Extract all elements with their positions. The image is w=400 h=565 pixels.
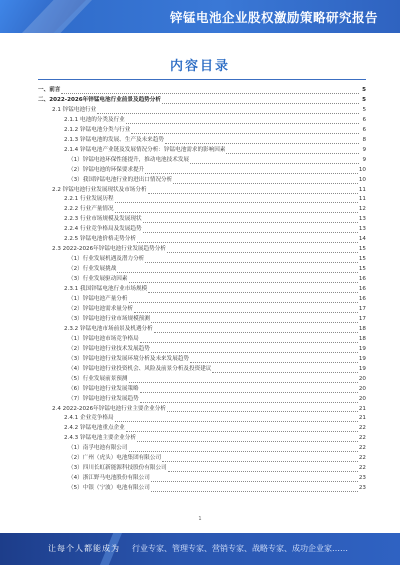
toc-entry[interactable] bbox=[38, 245, 366, 255]
toc-entry-label: 2.4.2 锌锰电池重点企业 bbox=[64, 425, 125, 432]
toc-entry-label: 2.2.2 行业产量情况 bbox=[64, 206, 114, 213]
toc-leader-dots bbox=[151, 347, 358, 353]
toc-entry-page: 16 bbox=[358, 286, 366, 293]
toc-entry[interactable] bbox=[38, 136, 366, 146]
toc-entry-label: 2.1.3 锌锰电池的发展、生产及未来趋势 bbox=[64, 136, 164, 143]
toc-leader-dots bbox=[151, 317, 358, 323]
table-of-contents bbox=[38, 86, 366, 494]
toc-leader-dots bbox=[148, 188, 358, 194]
toc-entry[interactable] bbox=[38, 365, 366, 375]
toc-leader-dots bbox=[143, 217, 358, 223]
toc-entry[interactable] bbox=[38, 305, 366, 315]
toc-entry[interactable] bbox=[38, 335, 366, 345]
toc-entry[interactable] bbox=[38, 315, 366, 325]
toc-entry-page: 13 bbox=[358, 226, 366, 233]
toc-entry-page: 9 bbox=[362, 146, 366, 153]
toc-entry-page: 19 bbox=[358, 355, 366, 362]
toc-entry[interactable] bbox=[38, 484, 366, 494]
toc-leader-dots bbox=[154, 327, 358, 333]
toc-entry[interactable] bbox=[38, 405, 366, 415]
toc-leader-dots bbox=[126, 118, 359, 124]
toc-leader-dots bbox=[97, 108, 359, 114]
toc-entry-label: （5）中银（宁波）电池有限公司 bbox=[68, 485, 150, 492]
toc-leader-dots bbox=[148, 287, 358, 293]
toc-entry[interactable] bbox=[38, 146, 366, 156]
toc-entry-label: 2.3.2 锌锰电池市场前景及机遇分析 bbox=[64, 325, 153, 332]
toc-entry-page: 5 bbox=[362, 106, 366, 113]
toc-heading: 内容目录 bbox=[169, 59, 230, 74]
toc-entry-page: 17 bbox=[358, 315, 366, 322]
toc-entry-page: 15 bbox=[358, 266, 366, 273]
toc-entry-page: 12 bbox=[358, 206, 366, 213]
toc-entry-page: 9 bbox=[362, 156, 366, 163]
toc-entry[interactable] bbox=[38, 295, 366, 305]
toc-entry-label: （7）锌锰电池行业发展趋势 bbox=[68, 395, 139, 402]
toc-leader-dots bbox=[134, 307, 358, 313]
toc-entry-page: 19 bbox=[358, 365, 366, 372]
toc-entry[interactable] bbox=[38, 464, 366, 474]
toc-entry-label: （2）广州（虎头）电池集团有限公司 bbox=[68, 455, 162, 462]
toc-entry[interactable] bbox=[38, 444, 366, 454]
toc-entry-label: 2.3.1 我国锌锰电池行业市场规模 bbox=[64, 286, 148, 293]
toc-entry-page: 5 bbox=[362, 87, 366, 93]
toc-leader-dots bbox=[162, 98, 359, 104]
toc-leader-dots bbox=[168, 466, 358, 472]
toc-entry[interactable] bbox=[38, 205, 366, 215]
toc-entry-label: （1）锌锰电池市场竞争格局 bbox=[68, 335, 139, 342]
toc-leader-dots bbox=[140, 397, 358, 403]
toc-entry-label: 2.2.4 行业竞争格局及发展趋势 bbox=[64, 226, 142, 233]
toc-leader-dots bbox=[117, 267, 358, 273]
toc-entry-label: 二、2022-2026年锌锰电池行业前景及趋势分析 bbox=[38, 96, 161, 103]
toc-leader-dots bbox=[140, 337, 358, 343]
toc-entry-page: 20 bbox=[358, 395, 366, 402]
toc-entry-label: 2.2.5 锌锰电池价格走势分析 bbox=[64, 236, 136, 243]
toc-entry-label: （6）锌锰电池行业发展策略 bbox=[68, 385, 139, 392]
toc-entry-page: 15 bbox=[358, 246, 366, 253]
toc-entry-label: （1）锌锰电池环保性能提升，推动电池技术发展 bbox=[68, 156, 190, 163]
toc-entry-page: 18 bbox=[358, 325, 366, 332]
toc-leader-dots bbox=[145, 168, 358, 174]
toc-entry[interactable] bbox=[38, 424, 366, 434]
toc-entry[interactable] bbox=[38, 275, 366, 285]
toc-leader-dots bbox=[190, 357, 358, 363]
toc-leader-dots bbox=[145, 257, 358, 263]
toc-leader-dots bbox=[115, 197, 358, 203]
toc-entry-label: （4）锌锰电池行业投资机会、风险及前景分析及投资建议 bbox=[68, 365, 212, 372]
toc-entry[interactable] bbox=[38, 355, 366, 365]
toc-entry[interactable] bbox=[38, 265, 366, 275]
report-title: 锌锰电池企业股权激励策略研究报告 bbox=[169, 10, 378, 25]
toc-entry-page: 19 bbox=[358, 345, 366, 352]
toc-entry[interactable] bbox=[38, 86, 366, 96]
toc-entry[interactable] bbox=[38, 235, 366, 245]
toc-entry-label: （4）浙江野马电池股份有限公司 bbox=[68, 475, 150, 482]
toc-leader-dots bbox=[115, 416, 358, 422]
toc-entry[interactable] bbox=[38, 325, 366, 335]
toc-leader-dots bbox=[173, 178, 358, 184]
toc-leader-dots bbox=[129, 377, 358, 383]
toc-entry-label: （1）锌锰电池产量分析 bbox=[68, 296, 128, 303]
toc-leader-dots bbox=[115, 207, 358, 213]
toc-entry-label: （3）我国锌锰电池行业的进出口情况分析 bbox=[68, 176, 173, 183]
toc-entry[interactable] bbox=[38, 225, 366, 235]
toc-entry[interactable] bbox=[38, 345, 366, 355]
toc-entry-label: （2）锌锰电池行业技术发展趋势 bbox=[68, 345, 150, 352]
page-number: 1 bbox=[198, 516, 202, 522]
toc-entry[interactable] bbox=[38, 285, 366, 295]
toc-entry-page: 16 bbox=[358, 296, 366, 303]
toc-entry-label: 2.1.1 电池的分类及行业 bbox=[64, 116, 125, 123]
toc-leader-dots bbox=[129, 277, 358, 283]
toc-entry-label: （3）行业发展驱动因素 bbox=[68, 276, 128, 283]
toc-leader-dots bbox=[151, 486, 358, 492]
toc-entry[interactable] bbox=[38, 126, 366, 136]
toc-entry[interactable] bbox=[38, 375, 366, 385]
toc-leader-dots bbox=[140, 387, 358, 393]
toc-entry[interactable] bbox=[38, 395, 366, 405]
toc-entry-page: 5 bbox=[362, 96, 366, 103]
toc-entry-page: 21 bbox=[358, 415, 366, 422]
toc-entry-page: 13 bbox=[358, 216, 366, 223]
toc-leader-dots bbox=[137, 237, 358, 243]
toc-entry-page: 23 bbox=[358, 485, 366, 492]
toc-entry[interactable] bbox=[38, 186, 366, 196]
toc-entry-label: 2.1 锌锰电池行业 bbox=[52, 106, 97, 113]
toc-entry-label: 2.2.3 行业市场规模及发展现状 bbox=[64, 216, 142, 223]
toc-entry-label: 2.2 锌锰电池行业发展现状及市场分析 bbox=[52, 186, 147, 193]
toc-leader-dots bbox=[226, 148, 359, 154]
toc-entry-label: （1）南孚电池有限公司 bbox=[68, 445, 128, 452]
toc-entry-page: 11 bbox=[358, 186, 366, 193]
toc-leader-dots bbox=[190, 158, 359, 164]
toc-entry-label: （3）四川长虹新能源科技股份有限公司 bbox=[68, 465, 167, 472]
toc-entry-label: 2.4 2022-2026年锌锰电池行业主要企业分析 bbox=[52, 405, 166, 412]
toc-entry-page: 14 bbox=[358, 236, 366, 243]
toc-entry-page: 22 bbox=[358, 455, 366, 462]
toc-leader-dots bbox=[131, 128, 359, 134]
toc-entry-label: （3）锌锰电池行业发展环境分析及未来发展趋势 bbox=[68, 355, 190, 362]
toc-leader-dots bbox=[167, 247, 358, 253]
footer-slogan: 让每个人都能成为 bbox=[48, 544, 120, 553]
toc-divider bbox=[38, 79, 366, 80]
toc-entry-label: （2）锌锰电池需求量分析 bbox=[68, 305, 134, 312]
toc-entry-label: 2.2.1 行业发展历程 bbox=[64, 196, 114, 203]
toc-leader-dots bbox=[143, 227, 358, 233]
toc-leader-dots bbox=[212, 367, 357, 373]
toc-entry[interactable] bbox=[38, 385, 366, 395]
toc-entry-label: （2）锌锰电池的环保要求提升 bbox=[68, 166, 145, 173]
toc-entry[interactable] bbox=[38, 106, 366, 116]
toc-entry-page: 8 bbox=[362, 136, 366, 143]
toc-entry-page: 22 bbox=[358, 435, 366, 442]
toc-entry[interactable] bbox=[38, 454, 366, 464]
toc-entry-page: 22 bbox=[358, 465, 366, 472]
toc-leader-dots bbox=[126, 426, 358, 432]
page-footer-banner bbox=[0, 533, 400, 565]
toc-entry-label: 2.3 2022-2026年锌锰电池行业发展趋势分析 bbox=[52, 246, 166, 253]
toc-entry-label: 2.4.3 锌锰电池主要企业分析 bbox=[64, 435, 136, 442]
toc-entry-page: 18 bbox=[358, 335, 366, 342]
toc-leader-dots bbox=[61, 88, 359, 94]
toc-leader-dots bbox=[165, 138, 359, 144]
toc-entry-page: 20 bbox=[358, 385, 366, 392]
toc-leader-dots bbox=[129, 297, 358, 303]
toc-entry-page: 11 bbox=[358, 196, 366, 203]
toc-entry-page: 15 bbox=[358, 256, 366, 263]
toc-entry[interactable] bbox=[38, 166, 366, 176]
toc-entry-page: 20 bbox=[358, 375, 366, 382]
toc-entry-label: 一、前言 bbox=[38, 87, 61, 93]
toc-entry[interactable] bbox=[38, 434, 366, 444]
page-header-banner bbox=[0, 0, 400, 33]
toc-entry-page: 23 bbox=[358, 475, 366, 482]
toc-entry-page: 22 bbox=[358, 445, 366, 452]
toc-entry-label: 2.1.2 锌锰电池分类与行业 bbox=[64, 126, 131, 133]
toc-entry-label: 2.4.1 企业竞争格局 bbox=[64, 415, 114, 422]
toc-leader-dots bbox=[162, 456, 358, 462]
toc-entry[interactable] bbox=[38, 215, 366, 225]
toc-entry[interactable] bbox=[38, 474, 366, 484]
toc-entry[interactable] bbox=[38, 414, 366, 424]
toc-leader-dots bbox=[151, 476, 358, 482]
toc-entry[interactable] bbox=[38, 116, 366, 126]
toc-leader-dots bbox=[129, 446, 358, 452]
toc-entry-page: 21 bbox=[358, 405, 366, 412]
toc-entry-page: 22 bbox=[358, 425, 366, 432]
toc-entry-label: （1）行业发展机遇及潜力分析 bbox=[68, 256, 145, 263]
toc-leader-dots bbox=[167, 406, 358, 412]
toc-entry-page: 16 bbox=[358, 276, 366, 283]
toc-entry[interactable] bbox=[38, 96, 366, 106]
footer-tagline: 行业专家、管理专家、营销专家、战略专家、成功企业家…… bbox=[132, 544, 348, 553]
toc-entry[interactable] bbox=[38, 195, 366, 205]
toc-entry[interactable] bbox=[38, 156, 366, 166]
toc-entry-page: 10 bbox=[358, 176, 366, 183]
toc-entry-label: 2.1.4 锌锰电池产业链及发展情况分析：锌锰电池需求的影响因素 bbox=[64, 146, 226, 153]
toc-entry-page: 17 bbox=[358, 305, 366, 312]
toc-entry-page: 10 bbox=[358, 166, 366, 173]
toc-entry-label: （5）行业发展前景预测 bbox=[68, 375, 128, 382]
toc-entry-page: 6 bbox=[362, 126, 366, 133]
toc-leader-dots bbox=[137, 436, 358, 442]
toc-entry-label: （3）锌锰电池行业市场规模预测 bbox=[68, 315, 150, 322]
toc-entry[interactable] bbox=[38, 176, 366, 186]
toc-entry-page: 6 bbox=[362, 116, 366, 123]
toc-entry-label: （2）行业发展挑战 bbox=[68, 266, 117, 273]
toc-entry[interactable] bbox=[38, 255, 366, 265]
